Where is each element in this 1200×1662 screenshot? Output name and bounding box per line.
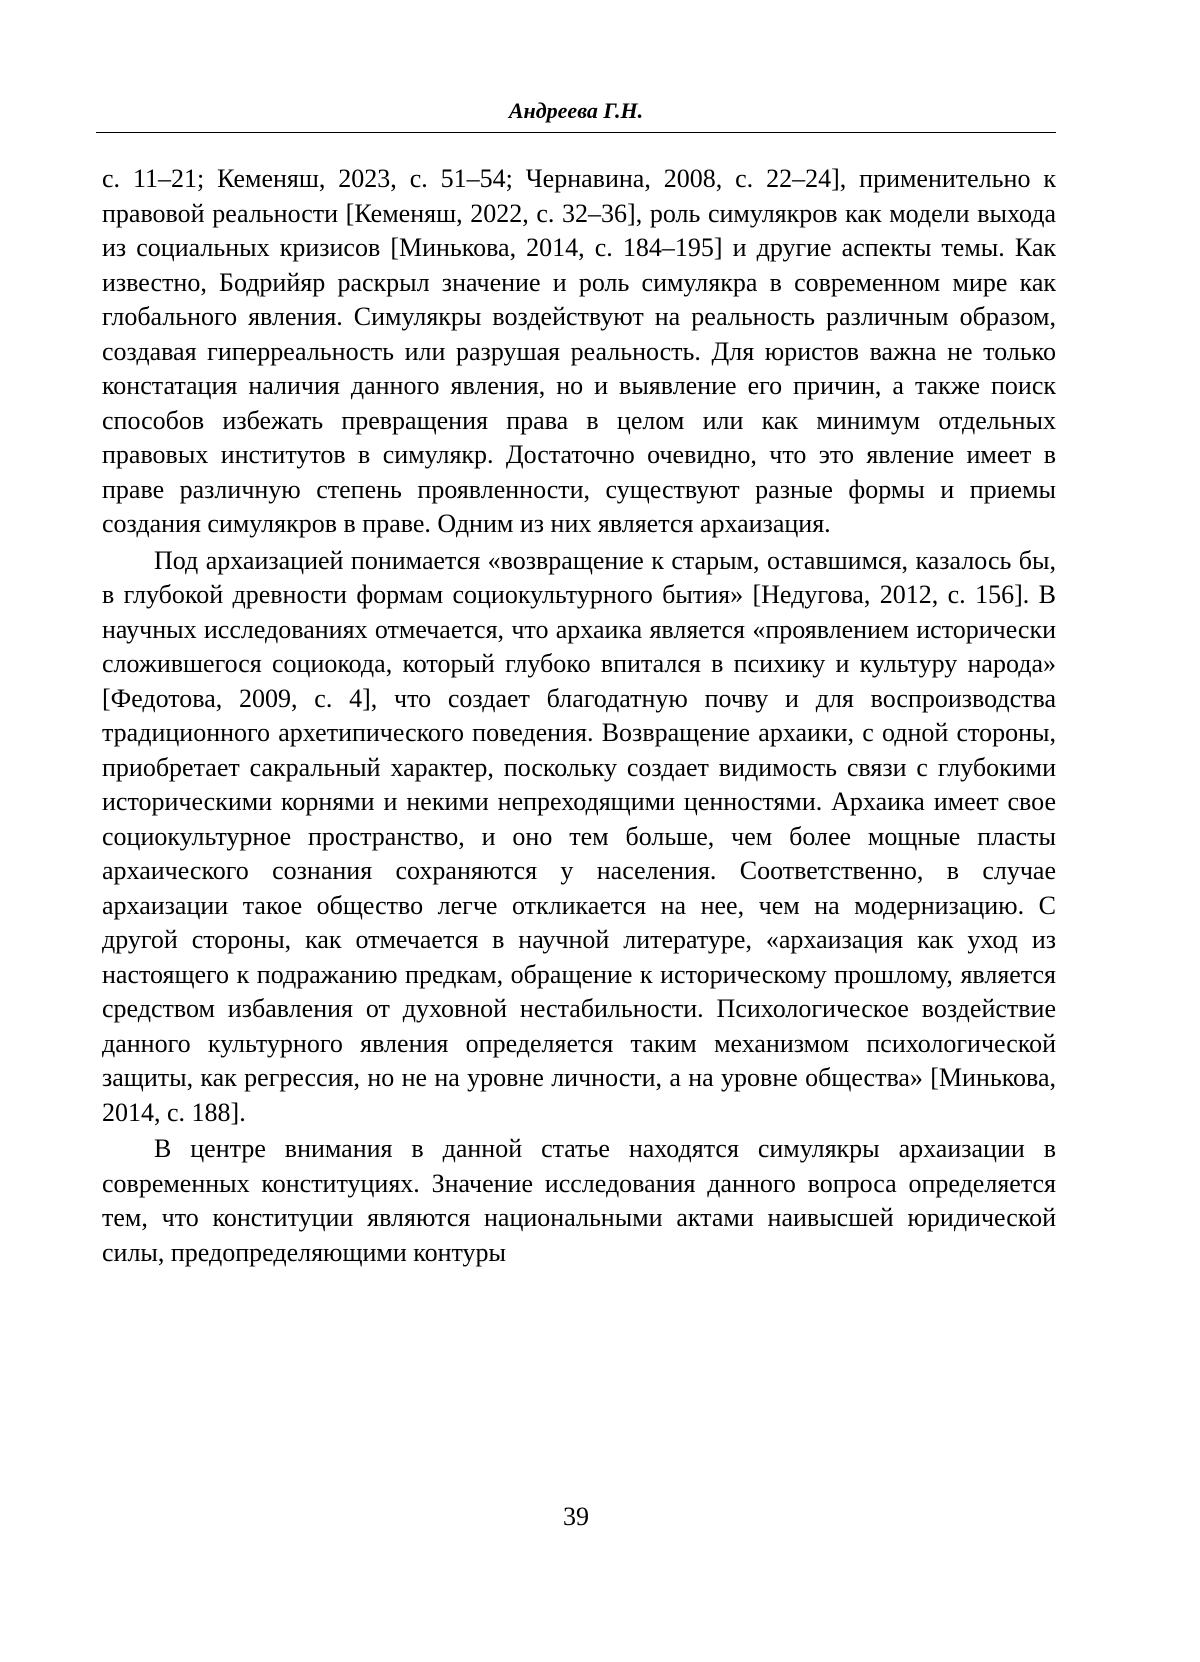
body-text xyxy=(102,162,1056,1270)
paragraph-3: В центре внимания в данной статье находятся симулякры архаизации в современных конституциях. Значение исследования данного вопроса определяется тем, что конституции являются национальными актами наивысшей юридической силы, предопределяющими контуры xyxy=(102,1134,1056,1267)
paragraph-1: с. 11–21; Кеменяш, 2023, с. 51–54; Чернавина, 2008, с. 22–24], применительно к правовой реальности [Кеменяш, 2022, с. 32–36], роль симулякров как модели выхода из социальных кризисов [Минькова, 2014, с. 184–195] и другие аспекты темы. Как известно, Бодрийяр раскрыл значение и роль симулякра в современном мире как глобального явления. Симулякры воздействуют на реальность различным образом, создавая гиперреальность или разрушая реальность. Для юристов важна не только констатация наличия данного явления, но и выявление его причин, а также поиск способов избежать превращения права в целом или как минимум отдельных правовых институтов в симулякр. Достаточно очевидно, что это явление имеет в праве различную степень проявленности, существуют разные формы и приемы создания симулякров в праве. Одним из них является архаизация. xyxy=(102,164,1056,538)
header-divider xyxy=(96,132,1056,133)
page-number: 39 xyxy=(563,1502,589,1531)
paragraph-2: Под архаизацией понимается «возвращение к старым, оставшимся, казалось бы, в глубокой древности формам социокультурного бытия» [Недугова, 2012, с. 156]. В научных исследованиях отмечается, что архаика является «проявлением исторически сложившегося социокода, который глубоко впитался в психику и культуру народа» [Федотова, 2009, с. 4], что создает благодатную почву и для воспроизводства традиционного архетипического поведения. Возвращение архаики, с одной стороны, приобретает сакральный характер, поскольку создает видимость связи с глубокими историческими корнями и некими непреходящими ценностями. Архаика имеет свое социокультурное пространство, и оно тем больше, чем более мощные пласты архаического сознания сохраняются у населения. Соответственно, в случае архаизации такое общество легче откликается на нее, чем на модернизацию. С другой стороны, как отмечается в научной литературе, «архаизация как уход из настоящего к подражанию предкам, обращение к историческому прошлому, является средством избавления от духовной нестабильности. Психологическое воздействие данного культурного явления определяется таким механизмом психологической защиты, как регрессия, но не на уровне личности, а на уровне общества» [Минькова, 2014, с. 188]. xyxy=(102,545,1056,1127)
running-header-author: Андреева Г.Н. xyxy=(508,98,644,123)
